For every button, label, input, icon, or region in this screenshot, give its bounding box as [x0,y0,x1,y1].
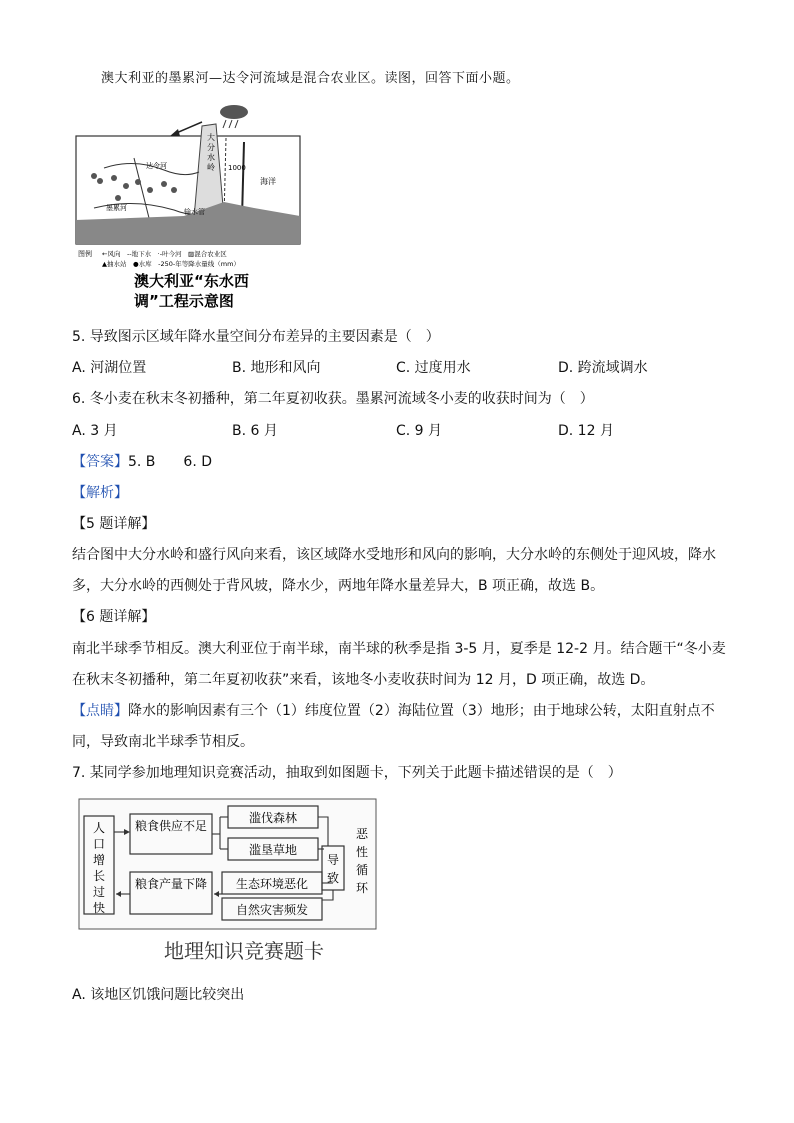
detail-6-line: 南北半球季节相反。澳大利亚位于南半球，南半球的秋季是指 3-5 月，夏季是 12-2 月。结合题干“冬小麦 [72,641,726,657]
isohyet-label: 1000 [228,164,246,172]
quiz-card-flowchart [78,798,378,966]
figure-caption: 调”工程示意图 [134,292,234,310]
card-caption: 地理知识竞赛题卡 [164,939,324,963]
legend-row: ←风向 --地下水 ·-叶今河 ▨混合农业区 [102,250,227,258]
q7-option-a: A. 该地区饥饿问题比较突出 [72,987,245,1003]
answer-line [72,452,212,472]
australia-water-diversion-map [74,98,344,313]
detail-5-line: 多，大分水岭的西侧处于背风坡，降水少，两地年降水量差异大，B 项正确，故选 B。 [72,578,605,594]
mixed-farming-area [91,173,177,201]
population-box-label: 人口增长过快 [92,821,106,915]
q6-option-b: B. 6 月 [232,423,278,439]
answer-tag: 【答案】 [72,454,128,470]
ocean-label: 海洋 [260,177,276,186]
analysis-tag: 【解析】 [72,485,128,501]
tip-line: 同，导致南北半球季节相反。 [72,734,254,750]
pipe-label: 输水管 [184,208,205,216]
question-7-stem: 7. 某同学参加地理知识竞赛活动，抽取到如图题卡，下列关于此题卡描述错误的是（ ） [72,765,622,781]
q5-option-c: C. 过度用水 [396,360,471,376]
question-6-stem: 6. 冬小麦在秋末冬初播种，第二年夏初收获。墨累河流域冬小麦的收获时间为（ ） [72,391,594,407]
food-shortage-label: 粮食供应不足 [134,819,208,833]
food-drop-label: 粮食产量下降 [134,877,208,891]
question-5-stem: 5. 导致图示区域年降水量空间分布差异的主要因素是（ ） [72,329,440,345]
tip-tag: 【点睛】 [72,703,128,719]
detail-5-line: 结合图中大分水岭和盛行风向来看，该区域降水受地形和风向的影响，大分水岭的东侧处于迎风坡，降水 [72,547,716,563]
q5-option-a: A. 河湖位置 [72,360,147,376]
rain-cloud-icon [220,105,248,128]
legend-row: ▲抽水站 ●水库 -250-年等降水量线（mm） [102,260,240,268]
detail-5-title: 【5 题详解】 [72,516,156,532]
q6-option-a: A. 3 月 [72,423,118,439]
q5-option-d: D. 跨流域调水 [558,360,648,376]
reclamation-label: 滥垦草地 [248,843,298,857]
legend-title: 图例 [78,250,92,258]
disaster-label: 自然灾害频发 [235,903,309,917]
river-label: 达令河 [146,162,167,170]
vicious-cycle-label: 恶性循环 [355,827,369,895]
detail-6-line: 在秋末冬初播种，第二年夏初收获”来看，该地冬小麦收获时间为 12 月，D 项正确，故选 D。 [72,672,655,688]
q6-option-d: D. 12 月 [558,423,614,439]
lead-to-label: 导致 [326,853,340,885]
ecology-label: 生态环境恶化 [235,877,309,891]
q5-option-b: B. 地形和风向 [232,360,321,376]
tip-text: 降水的影响因素有三个（1）纬度位置（2）海陆位置（3）地形；由于地球公转，太阳直射点不 [128,703,715,719]
intro-text: 澳大利亚的墨累河—达令河流域是混合农业区。读图，回答下面小题。 [101,71,520,86]
figure-caption: 澳大利亚“东水西 [134,272,249,290]
deforestation-label: 滥伐森林 [248,811,298,825]
tip-line [72,701,715,721]
detail-6-title: 【6 题详解】 [72,609,156,625]
q6-option-c: C. 9 月 [396,423,443,439]
answer-text: 5. B 6. D [128,454,212,470]
mountain-label: 大分水岭 [207,133,215,172]
river-label: 墨累河 [106,204,127,212]
